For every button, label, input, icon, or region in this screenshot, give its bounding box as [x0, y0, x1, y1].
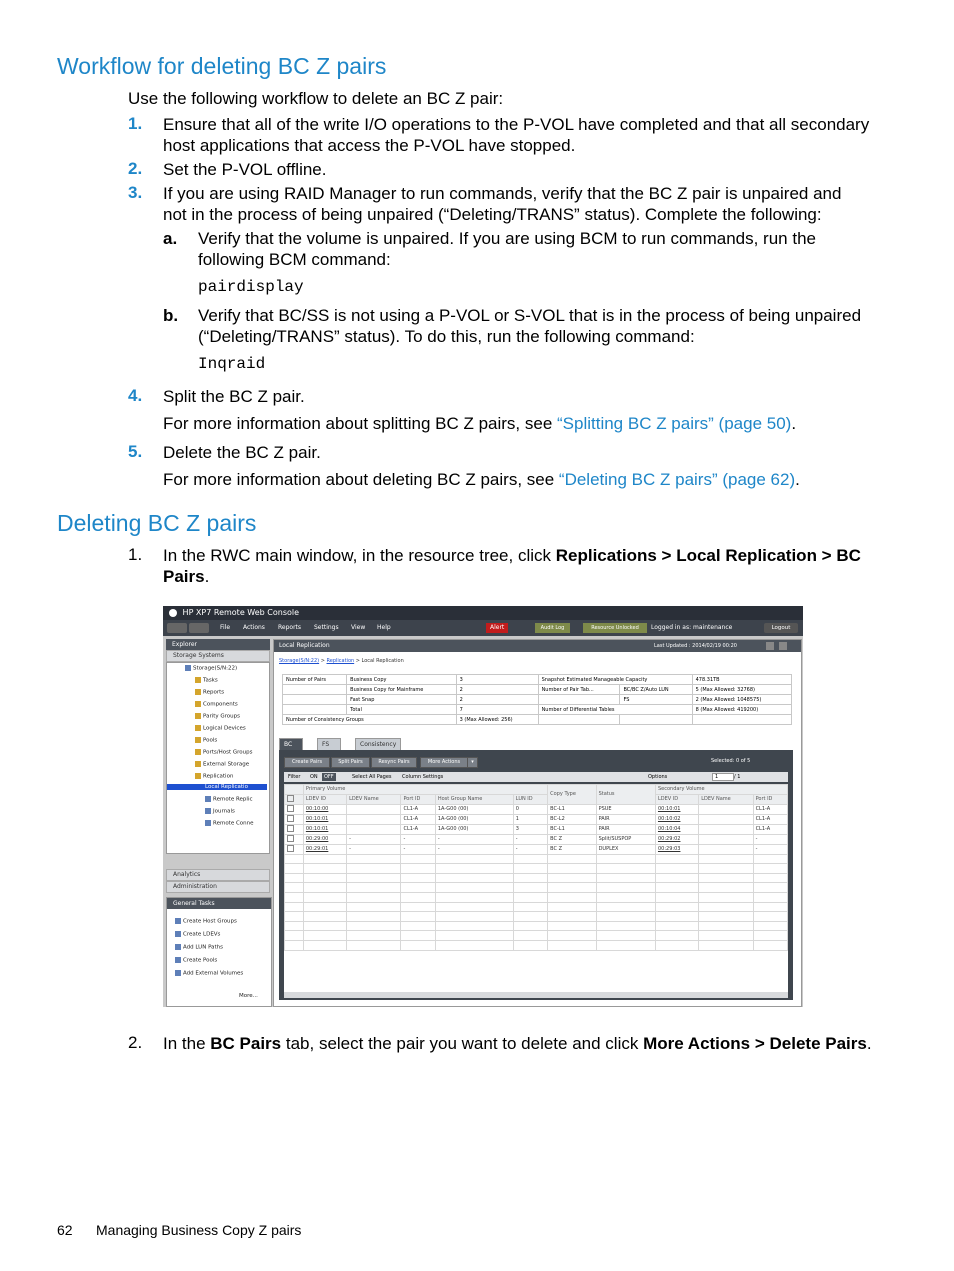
footer-title: Managing Business Copy Z pairs — [96, 1222, 302, 1238]
tree-item-remote-replication[interactable]: Remote Replic — [213, 796, 253, 803]
tab-fs-pairs[interactable]: FS — [317, 738, 341, 751]
tree-item-external-storage[interactable]: External Storage — [203, 761, 250, 768]
hp-logo-icon — [169, 609, 177, 617]
nav-sections — [166, 869, 270, 893]
more-actions-chevron-down-icon[interactable]: ▾ — [467, 757, 478, 768]
tasks-icon — [195, 677, 201, 683]
storage-icon — [185, 665, 191, 671]
table-row: 00:10:00 CL1-A 1A-G00 (00) 0 BC-L1 PSUE 00:10:01 CL1-A — [285, 804, 788, 814]
page-input[interactable]: 1 — [712, 773, 734, 781]
column-headers: LDEV ID LDEV Name Port ID Host Group Name LUN ID LDEV ID LDEV Name Port ID — [285, 794, 788, 804]
select-all-pages-button[interactable]: Select All Pages — [352, 774, 392, 780]
window-titlebar — [163, 606, 803, 620]
tree-item-ports[interactable]: Ports/Host Groups — [203, 749, 253, 756]
filter-button[interactable]: Filter — [288, 774, 301, 780]
tree-item-replication[interactable]: Replication — [203, 773, 234, 780]
tree-item-logical-devices[interactable]: Logical Devices — [203, 725, 246, 732]
table-row: 00:10:01 CL1-A 1A-G00 (00) 1 BC-L2 PAIR 00:10:02 CL1-A — [285, 814, 788, 824]
tree-item-local-replication[interactable]: Local Replicatio — [205, 784, 248, 790]
step-text: Ensure that all of the write I/O operations to the P-VOL have completed and that all secondary — [163, 115, 870, 134]
left-pane — [166, 639, 270, 1005]
more-actions-button[interactable]: More Actions — [420, 757, 468, 768]
xref-link[interactable]: “Splitting BC Z pairs” (page 50) — [557, 414, 792, 433]
task-icon — [175, 931, 181, 937]
step-text: In the RWC main window, in the resource tree, click Replications > Local Replication > BC — [163, 546, 861, 565]
main-title: Local Replication — [279, 642, 330, 649]
intro-text: Use the following workflow to delete an BC Z pair: — [128, 89, 504, 108]
parity-groups-icon — [195, 713, 201, 719]
step-number: 1. — [128, 114, 143, 133]
more-info-text: For more information about splitting BC Z pairs, see — [163, 414, 557, 433]
row-checkbox[interactable] — [287, 805, 294, 812]
resource-tree — [166, 662, 270, 854]
main-pane — [273, 639, 802, 1007]
back-button[interactable] — [167, 623, 187, 633]
task-icon — [175, 957, 181, 963]
general-tasks-header: General Tasks — [167, 898, 271, 909]
menu-reports[interactable]: Reports — [278, 624, 302, 631]
resync-pairs-button[interactable]: Resync Pairs — [371, 757, 417, 768]
create-pairs-button[interactable]: Create Pairs — [284, 757, 330, 768]
more-info: For more information about splitting BC Z pairs, see “Splitting BC Z pairs” (page 50). — [163, 414, 797, 433]
tree-item-journals[interactable]: Journals — [213, 808, 235, 815]
substep-text: following BCM command: — [198, 250, 391, 269]
step-number: 2. — [128, 1033, 143, 1052]
explorer-header: Explorer — [166, 639, 270, 650]
tree-item-pools[interactable]: Pools — [203, 737, 218, 744]
column-settings-button[interactable]: Column Settings — [402, 774, 444, 780]
code-command: Inqraid — [198, 355, 266, 373]
menu-bar — [163, 620, 803, 636]
section-heading-deleting: Deleting BC Z pairs — [57, 510, 257, 536]
resource-lock-button[interactable]: Resource Unlocked — [583, 623, 647, 633]
remote-replication-icon — [205, 796, 211, 802]
step-number: 3. — [128, 183, 143, 202]
menu-actions[interactable]: Actions — [243, 624, 265, 631]
summary-table: Number of Pairs Business Copy 3 Snapshot Estimated Manageable Capacity 478.31TB Business Copy for Mainframe 2 Number of Pair Tab... BC/BC Z/Auto LUN 5 (Max Allowed: 32768) Fast Snap 2 FS 2 (Max Allowed: 1048575) Total 7 Number of Differential Tables 8 (Max Allowed: 419200) Number of Consistency Groups 3 (Max Allowed: 256) — [282, 674, 792, 725]
analytics-header[interactable]: Analytics — [166, 869, 270, 881]
row-checkbox[interactable] — [287, 835, 294, 842]
row-checkbox[interactable] — [287, 825, 294, 832]
breadcrumb: Storage(S/N:22) > Replication > Local Replication — [279, 658, 404, 664]
task-add-external-volumes[interactable]: Add External Volumes — [183, 970, 244, 977]
task-icon — [175, 970, 181, 976]
storage-systems-header[interactable]: Storage Systems — [166, 650, 270, 662]
page-total: / 1 — [734, 774, 741, 780]
tree-item-parity-groups[interactable]: Parity Groups — [203, 713, 240, 720]
menu-help[interactable]: Help — [377, 624, 391, 631]
step-text: In the BC Pairs tab, select the pair you want to delete and click More Actions > Delete Pairs. — [163, 1034, 872, 1053]
horizontal-scrollbar[interactable] — [284, 992, 788, 998]
tab-consistency-groups[interactable]: Consistency — [355, 738, 401, 751]
table-row: 00:29:01 - - - - BC Z DUPLEX 00:29:03 - — [285, 844, 788, 854]
selected-count: Selected: 0 of 5 — [711, 758, 751, 764]
tree-item-remote-connections[interactable]: Remote Conne — [213, 820, 254, 827]
remote-connections-icon — [205, 820, 211, 826]
split-pairs-button[interactable]: Split Pairs — [331, 757, 370, 768]
help-icon[interactable] — [779, 642, 787, 650]
task-icon — [175, 944, 181, 950]
alert-button[interactable]: Alert — [486, 623, 508, 633]
menu-file[interactable]: File — [220, 624, 231, 631]
step-number: 2. — [128, 159, 143, 178]
replication-icon — [195, 773, 201, 779]
main-header — [274, 640, 801, 652]
rwc-screenshot — [163, 606, 803, 1007]
more-info-text: For more information about deleting BC Z pairs, see — [163, 470, 559, 489]
primary-volume-group: Primary Volume — [303, 785, 547, 795]
tree-item-reports[interactable]: Reports — [203, 689, 225, 696]
administration-header[interactable]: Administration — [166, 881, 270, 893]
substep-text: (“Deleting/TRANS” status). To do this, run the following command: — [198, 327, 695, 346]
row-checkbox[interactable] — [287, 845, 294, 852]
task-create-pools[interactable]: Create Pools — [183, 957, 218, 964]
last-updated: Last Updated : 2014/02/19 00:20 — [654, 643, 737, 649]
pools-icon — [195, 737, 201, 743]
filter-off-button[interactable]: OFF — [324, 774, 334, 780]
table-row: 00:10:01 CL1-A 1A-G00 (00) 3 BC-L1 PAIR 00:10:04 CL1-A — [285, 824, 788, 834]
step-text: If you are using RAID Manager to run commands, verify that the BC Z pair is unpaired and — [163, 184, 842, 203]
code-command: pairdisplay — [198, 278, 304, 296]
table-row: 00:29:00 - - - - BC Z Split/SUSPOP 00:29:02 - — [285, 834, 788, 844]
options-button[interactable]: Options — [648, 774, 668, 780]
audit-log-button[interactable]: Audit Log — [535, 623, 570, 633]
row-checkbox[interactable] — [287, 815, 294, 822]
pairs-grid: Primary Volume Copy Type Status Secondary Volume LDEV ID LDEV Name Port ID Host Group Name LUN ID LDEV ID LDEV Name Port ID 00:10:00 CL1-A 1A-G00 (00) 0 BC-L1 PSUE 00:10:01 CL1-A 00:10:01 CL1-A 1A-G00 (00) 1 BC-L2 PAIR 00:10:02 CL1-A 00:10:01 CL1-A 1A-G00 (00) 3 BC-L1 PAIR 00:10:04 CL1-A 00:29:00 - - - - BC Z Split/SUSPOP 00:29:02 - 00:29:01 - - - - BC Z DUPLEX 00:29:03 - — [284, 784, 788, 992]
substep-letter: a. — [163, 229, 178, 248]
components-icon — [195, 701, 201, 707]
refresh-icon[interactable] — [766, 642, 774, 650]
bc-pairs-panel — [279, 750, 793, 1000]
substep-text: Verify that the volume is unpaired. If you are using BCM to run commands, run the — [198, 229, 816, 248]
secondary-volume-group: Secondary Volume — [655, 785, 787, 795]
task-create-host-groups[interactable]: Create Host Groups — [183, 918, 237, 925]
task-add-lun-paths[interactable]: Add LUN Paths — [183, 944, 224, 951]
tree-item-tasks[interactable]: Tasks — [203, 677, 218, 684]
step-number: 1. — [128, 545, 143, 564]
step-text: host applications that access the P-VOL have stopped. — [163, 136, 576, 155]
journals-icon — [205, 808, 211, 814]
select-all-checkbox[interactable] — [287, 795, 294, 802]
logout-button[interactable]: Logout — [764, 623, 798, 633]
ports-icon — [195, 749, 201, 755]
step-text: Split the BC Z pair. — [163, 387, 305, 406]
step-text: Delete the BC Z pair. — [163, 443, 321, 462]
window-title: HP XP7 Remote Web Console — [182, 608, 300, 617]
tab-bc-pairs[interactable]: BC — [279, 738, 303, 751]
step-text: Set the P-VOL offline. — [163, 160, 327, 179]
logical-devices-icon — [195, 725, 201, 731]
menu-view[interactable]: View — [351, 624, 366, 631]
reports-icon — [195, 689, 201, 695]
more-tasks-link[interactable]: More... — [239, 993, 258, 999]
forward-button[interactable] — [189, 623, 209, 633]
step-text: Pairs. — [163, 567, 210, 586]
tree-item-components[interactable]: Components — [203, 701, 238, 708]
section-heading-workflow: Workflow for deleting BC Z pairs — [57, 53, 387, 79]
tree-item-storage[interactable]: Storage(S/N:22) — [193, 665, 238, 672]
xref-link[interactable]: “Deleting BC Z pairs” (page 62) — [558, 470, 796, 489]
page-number: 62 — [57, 1222, 73, 1238]
task-create-ldevs[interactable]: Create LDEVs — [183, 931, 221, 938]
step-text: not in the process of being unpaired (“Deleting/TRANS” status). Complete the following: — [163, 205, 822, 224]
substep-letter: b. — [163, 306, 179, 325]
general-tasks-panel — [166, 897, 272, 1007]
logged-in-text: Logged in as: maintenance — [651, 624, 733, 631]
substep-text: Verify that BC/SS is not using a P-VOL or S-VOL that is in the process of being unpaired — [198, 306, 862, 325]
step-number: 4. — [128, 386, 143, 405]
more-info: For more information about deleting BC Z pairs, see “Deleting BC Z pairs” (page 62). — [163, 470, 800, 489]
external-storage-icon — [195, 761, 201, 767]
menu-settings[interactable]: Settings — [314, 624, 339, 631]
task-icon — [175, 918, 181, 924]
filter-on-button[interactable]: ON — [310, 774, 318, 780]
step-number: 5. — [128, 442, 143, 461]
filter-bar — [284, 772, 788, 782]
